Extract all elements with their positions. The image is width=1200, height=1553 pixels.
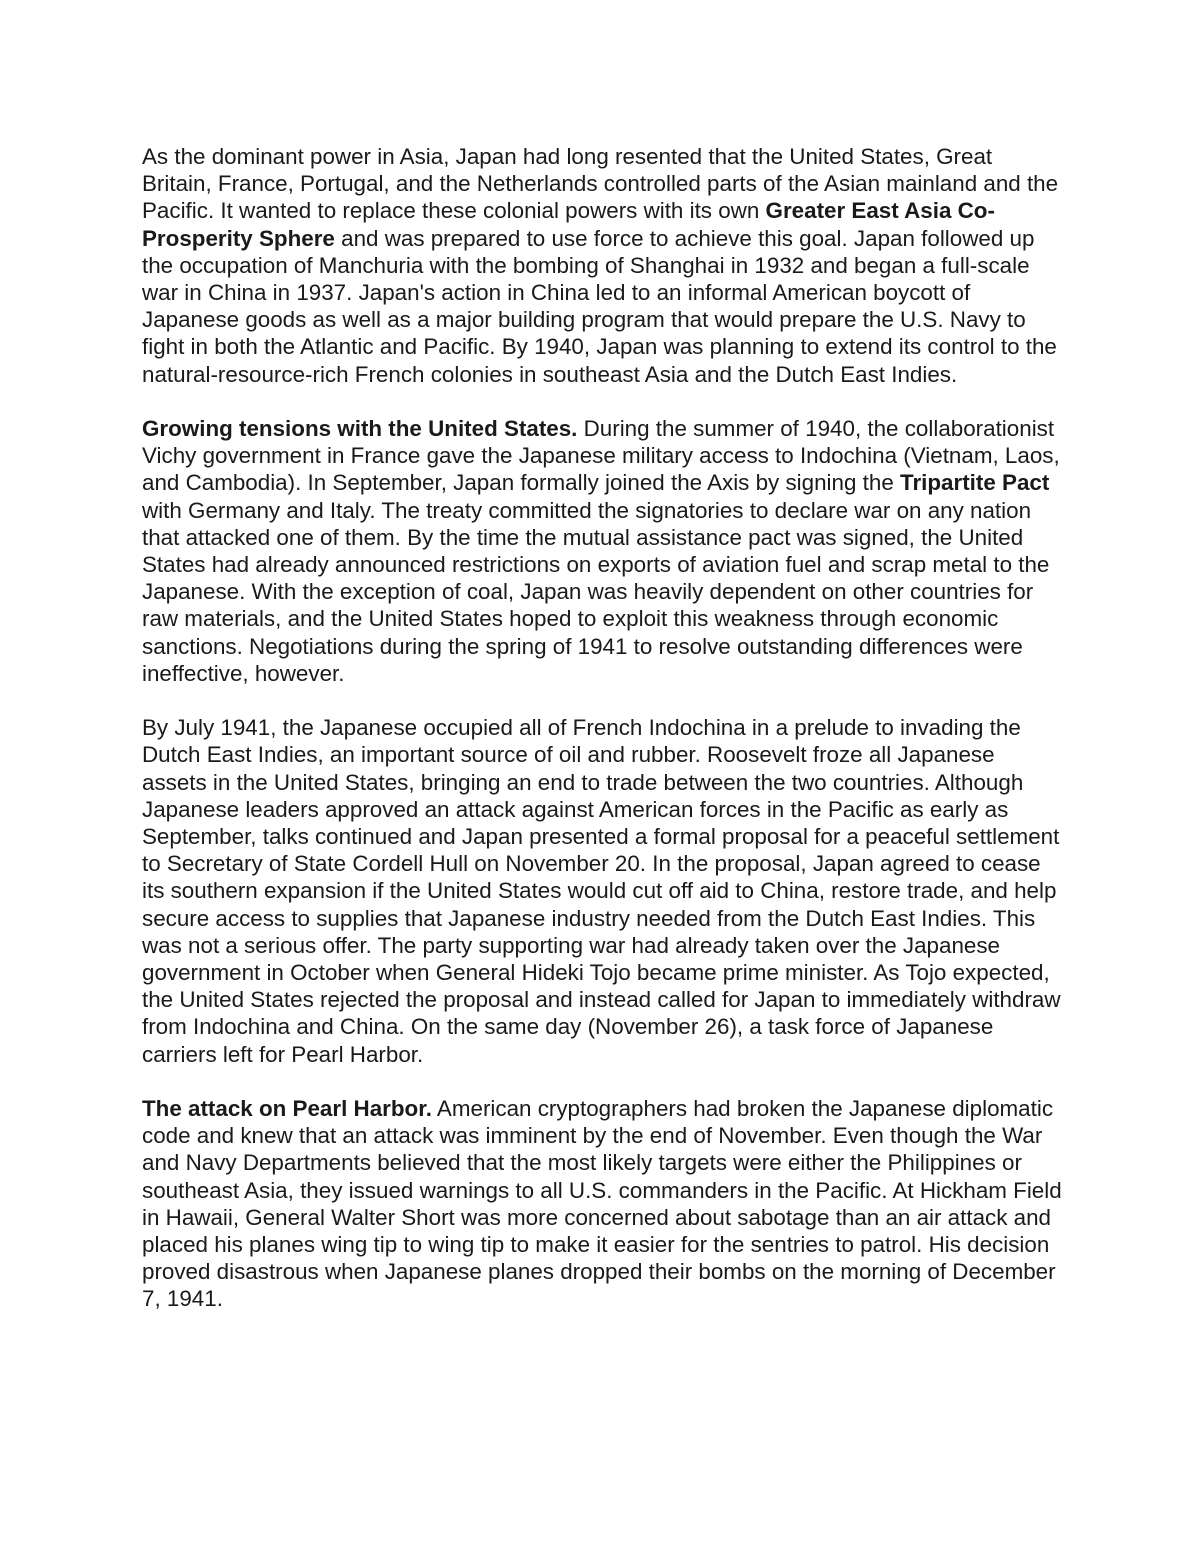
paragraph-text: with Germany and Italy. The treaty committed the signatories to declare war on any nation that attacked one of them. By the time the mutual assistance pact was signed, the United States had already announced restrictions on exports of aviation fuel and scrap metal to the Japanese. With the exception of coal, Japan was heavily dependent on other countries for raw materials, and the United States hoped to exploit this weakness through economic sanctions. Negotiations during the spring of 1941 to resolve outstanding differences were ineffective, however. <box>142 497 1050 686</box>
term-tripartite-pact: Tripartite Pact <box>900 470 1050 496</box>
section-heading-growing-tensions: Growing tensions with the United States. <box>142 416 578 442</box>
paragraph-text: During the summer of 1940, the collaborationist Vichy government in France gave the Japanese military access to Indochina (Vietnam, Laos, and Cambodia). In September, Japan formally joined the Axis by signing the <box>142 416 1060 496</box>
document-body <box>142 143 1064 1313</box>
paragraph-growing-tensions <box>142 415 1064 687</box>
paragraph-pearl-harbor-attack <box>142 1095 1064 1313</box>
paragraph-japan-dominance <box>142 143 1064 388</box>
term-greater-east-asia-co-prosperity-sphere: Greater East Asia Co-Prosperity Sphere <box>142 198 995 251</box>
paragraph-text: and was prepared to use force to achieve this goal. Japan followed up the occupation of Manchuria with the bombing of Shanghai in 1932 and began a full-scale war in China in 1937. Japan's action in China led to an informal American boycott of Japanese goods as well as a major building program that would prepare the U.S. Navy to fight in both the Atlantic and Pacific. By 1940, Japan was planning to extend its control to the natural-resource-rich French colonies in southeast Asia and the Dutch East Indies. <box>142 225 1057 387</box>
paragraph-text: By July 1941, the Japanese occupied all of French Indochina in a prelude to invading the Dutch East Indies, an important source of oil and rubber. Roosevelt froze all Japanese assets in the United States, bringing an end to trade between the two countries. Although Japanese leaders approved an attack against American forces in the Pacific as early as September, talks continued and Japan presented a formal proposal for a peaceful settlement to Secretary of State Cordell Hull on November 20. In the proposal, Japan agreed to cease its southern expansion if the United States would cut off aid to China, restore trade, and help secure access to supplies that Japanese industry needed from the Dutch East Indies. This was not a serious offer. The party supporting war had already taken over the Japanese government in October when General Hideki Tojo became prime minister. As Tojo expected, the United States rejected the proposal and instead called for Japan to immediately withdraw from Indochina and China. On the same day (November 26), a task force of Japanese carriers left for Pearl Harbor. <box>142 715 1061 1067</box>
paragraph-text: As the dominant power in Asia, Japan had long resented that the United States, Great Britain, France, Portugal, and the Netherlands controlled parts of the Asian mainland and the Pacific. It wanted to replace these colonial powers with its own <box>142 144 1059 224</box>
paragraph-july-1941 <box>142 714 1064 1068</box>
section-heading-pearl-harbor: The attack on Pearl Harbor. <box>142 1096 432 1122</box>
paragraph-text: American cryptographers had broken the Japanese diplomatic code and knew that an attack was imminent by the end of November. Even though the War and Navy Departments believed that the most likely targets were either the Philippines or southeast Asia, they issued warnings to all U.S. commanders in the Pacific. At Hickham Field in Hawaii, General Walter Short was more concerned about sabotage than an air attack and placed his planes wing tip to wing tip to make it easier for the sentries to patrol. His decision proved disastrous when Japanese planes dropped their bombs on the morning of December 7, 1941. <box>142 1096 1062 1312</box>
